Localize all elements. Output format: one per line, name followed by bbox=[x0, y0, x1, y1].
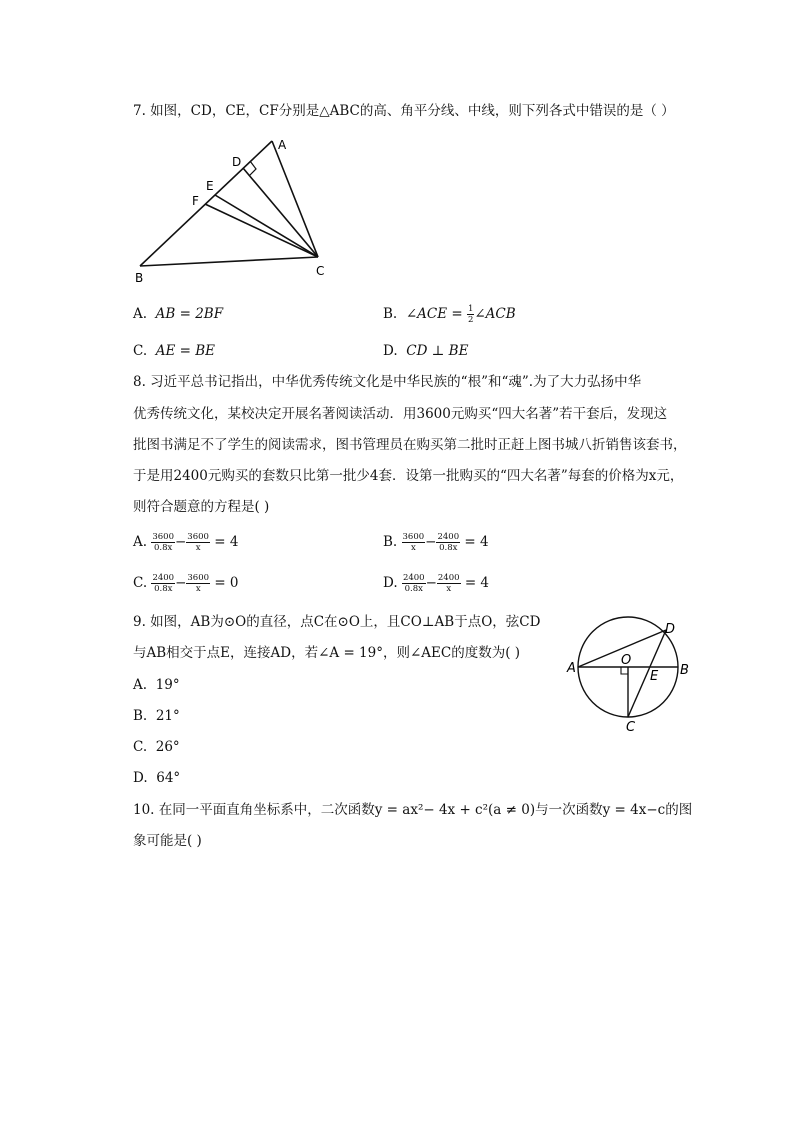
q8-line-2: 优秀传统文化，某校决定开展名著阅读活动．用3600元购买“四大名著”若干套后，发现这 bbox=[133, 406, 668, 422]
q7-bisector-ce bbox=[215, 195, 318, 257]
q7-option-a[interactable]: A. AB = 2BF bbox=[133, 306, 224, 322]
q8-option-d[interactable]: D. $\frac{2400}{0.8x}$ − $\frac{2400}{x}$ = 4 bbox=[383, 573, 490, 594]
q7-label-a: A bbox=[278, 138, 287, 152]
q7-label-d: D bbox=[232, 155, 242, 169]
q7-side-bc bbox=[140, 257, 318, 266]
q7-option-d[interactable]: D. CD ⊥ BE bbox=[383, 343, 469, 359]
q9-label-o: O bbox=[621, 653, 632, 668]
q7-label-e: E bbox=[206, 179, 214, 193]
q9-label-a: A bbox=[567, 661, 576, 676]
q7-option-b[interactable]: B. ∠ACE = $\frac{1}{2}$ ∠ACB bbox=[383, 304, 516, 325]
q9-circle-figure bbox=[560, 612, 700, 736]
q7-option-b-fraction: $\frac{1}{2}$ bbox=[467, 304, 474, 325]
q7-label-f: F bbox=[192, 194, 199, 208]
q7-label-b: B bbox=[135, 271, 144, 285]
q8-line-3: 批图书满足不了学生的阅读需求，图书管理员在购买第二批时正赶上图书城八折销售该套书， bbox=[133, 437, 687, 453]
q8-option-a[interactable]: A. $\frac{3600}{0.8x}$ − $\frac{3600}{x}$ = 4 bbox=[133, 532, 239, 553]
q9-option-c[interactable]: C. 26° bbox=[133, 739, 180, 755]
q7-median-cf bbox=[205, 204, 318, 257]
q7-side-ac bbox=[272, 141, 318, 257]
q7-altitude-cd bbox=[243, 168, 318, 257]
q9-right-angle-mark bbox=[621, 667, 628, 674]
q7-option-c[interactable]: C. AE = BE bbox=[133, 343, 216, 359]
q9-option-d[interactable]: D. 64° bbox=[133, 770, 181, 786]
q10-line-2: 象可能是( ) bbox=[133, 833, 202, 849]
q8-line-5: 则符合题意的方程是( ) bbox=[133, 499, 270, 515]
q7-stem: 7. 如图，CD，CE，CF分别是△ABC的高、角平分线、中线，则下列各式中错误的是（ ） bbox=[133, 103, 675, 119]
q10-line-1: 10. 在同一平面直角坐标系中，二次函数y = ax²− 4x + c²(a ≠ 0)与一次函数y = 4x−c的图 bbox=[133, 802, 693, 818]
q9-label-e: E bbox=[650, 669, 659, 684]
q7-right-angle-mark bbox=[249, 161, 256, 176]
q7-triangle-figure bbox=[128, 132, 340, 292]
q7-side-ab bbox=[140, 141, 272, 266]
q9-line-1: 9. 如图，AB为⊙O的直径，点C在⊙O上，且CO⊥AB于点O，弦CD bbox=[133, 614, 541, 630]
q7-label-c: C bbox=[316, 264, 325, 278]
q9-option-b[interactable]: B. 21° bbox=[133, 708, 180, 724]
q9-label-c: C bbox=[626, 720, 636, 735]
q8-line-1: 8. 习近平总书记指出，中华优秀传统文化是中华民族的“根”和“魂”.为了大力弘扬中华 bbox=[133, 374, 642, 390]
q9-label-d: D bbox=[665, 622, 676, 637]
q8-option-b[interactable]: B. $\frac{3600}{x}$ − $\frac{2400}{0.8x}$ = 4 bbox=[383, 532, 489, 553]
q8-option-c[interactable]: C. $\frac{2400}{0.8x}$ − $\frac{3600}{x}$ = 0 bbox=[133, 573, 239, 594]
q8-line-4: 于是用2400元购买的套数只比第一批少4套．设第一批购买的“四大名著”每套的价格为x元， bbox=[133, 468, 684, 484]
q9-option-a[interactable]: A. 19° bbox=[133, 677, 180, 693]
q9-line-2: 与AB相交于点E，连接AD，若∠A = 19°，则∠AEC的度数为( ) bbox=[133, 645, 521, 661]
q9-label-b: B bbox=[680, 663, 689, 678]
